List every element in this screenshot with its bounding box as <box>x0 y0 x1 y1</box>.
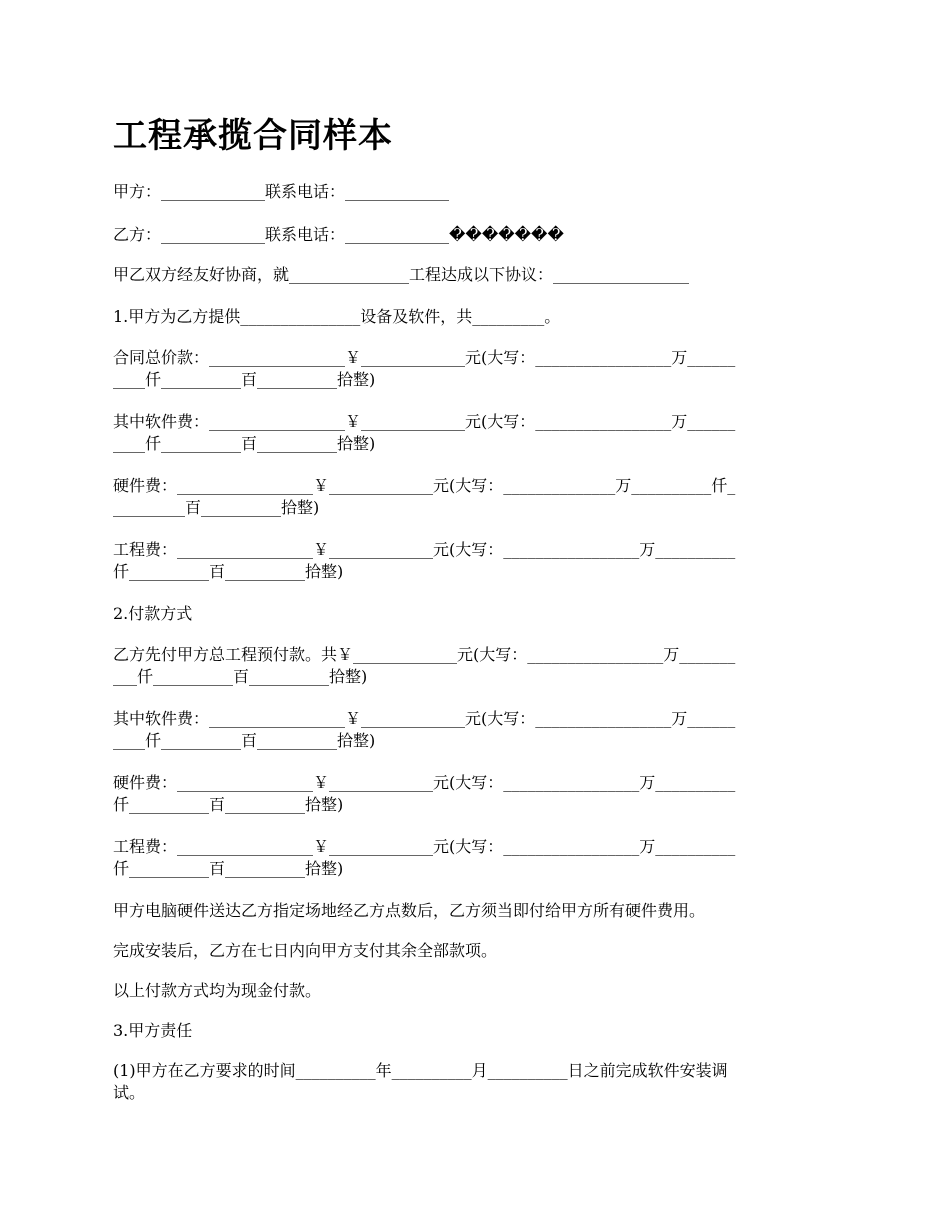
engineering-fee-line-1: 工程费：_________________￥_____________元(大写：_________________万__________ <box>113 540 736 559</box>
software-fee <box>113 411 838 455</box>
clause-1: 1.甲方为乙方提供_______________设备及软件，共_________。 <box>113 307 561 326</box>
hardware-fee <box>113 475 838 519</box>
hardware-fee-payment <box>113 772 838 816</box>
software-fee-payment <box>113 708 838 752</box>
engineering-fee-payment-line-1: 工程费：_________________￥_____________元(大写：_________________万__________ <box>113 837 736 856</box>
hardware-fee-payment-line-1: 硬件费：_________________￥_____________元(大写：_________________万__________ <box>113 773 736 792</box>
clause-3-heading: 3.甲方责任 <box>113 1021 193 1040</box>
hardware-fee-line-2: _________百__________拾整) <box>113 498 320 517</box>
hardware-payment-terms: 甲方电脑硬件送达乙方指定场地经乙方点数后，乙方须当即付给甲方所有硬件费用。 <box>113 901 706 920</box>
software-fee-line-1: 其中软件费：_________________￥_____________元(大写：_________________万______ <box>113 412 736 431</box>
agreement-intro: 甲乙双方经友好协商，就_______________工程达成以下协议：_________________ <box>113 265 690 284</box>
party-b-line: 乙方：_____________联系电话：_____________������� <box>113 225 564 244</box>
software-fee-payment-line-1: 其中软件费：_________________￥_____________元(大写：_________________万______ <box>113 709 736 728</box>
software-fee-payment-line-2: ____仟__________百__________拾整) <box>113 731 376 750</box>
balance-payment-terms: 完成安装后，乙方在七日内向甲方支付其余全部款项。 <box>113 941 498 960</box>
document-title: 工程承揽合同样本 <box>113 116 393 156</box>
engineering-fee-line-2: 仟__________百__________拾整) <box>113 562 344 581</box>
software-fee-line-2: ____仟__________百__________拾整) <box>113 434 376 453</box>
party-a-line: 甲方：_____________联系电话：_____________ <box>113 182 450 201</box>
engineering-fee <box>113 539 838 583</box>
cash-payment-note: 以上付款方式均为现金付款。 <box>113 981 322 1000</box>
engineering-fee-payment-line-2: 仟__________百__________拾整) <box>113 859 344 878</box>
total-price-line-1: 合同总价款：_________________￥_____________元(大写：_________________万______ <box>113 348 736 367</box>
responsibility-1-line-2: 试。 <box>113 1083 146 1102</box>
responsibility-1-line-1: (1)甲方在乙方要求的时间__________年__________月__________日之前完成软件安装调 <box>113 1061 728 1080</box>
hardware-fee-line-1: 硬件费：_________________￥_____________元(大写：______________万__________仟_ <box>113 476 736 495</box>
clause-2-heading: 2.付款方式 <box>113 604 193 623</box>
engineering-fee-payment <box>113 836 838 880</box>
total-price-line-2: ____仟__________百__________拾整) <box>113 370 376 389</box>
total-price <box>113 347 838 391</box>
responsibility-1 <box>113 1060 838 1104</box>
prepayment <box>113 644 838 688</box>
prepayment-line-2: ___仟__________百__________拾整) <box>113 667 368 686</box>
hardware-fee-payment-line-2: 仟__________百__________拾整) <box>113 795 344 814</box>
prepayment-line-1: 乙方先付甲方总工程预付款。共￥_____________元(大写：_________________万_______ <box>113 645 736 664</box>
